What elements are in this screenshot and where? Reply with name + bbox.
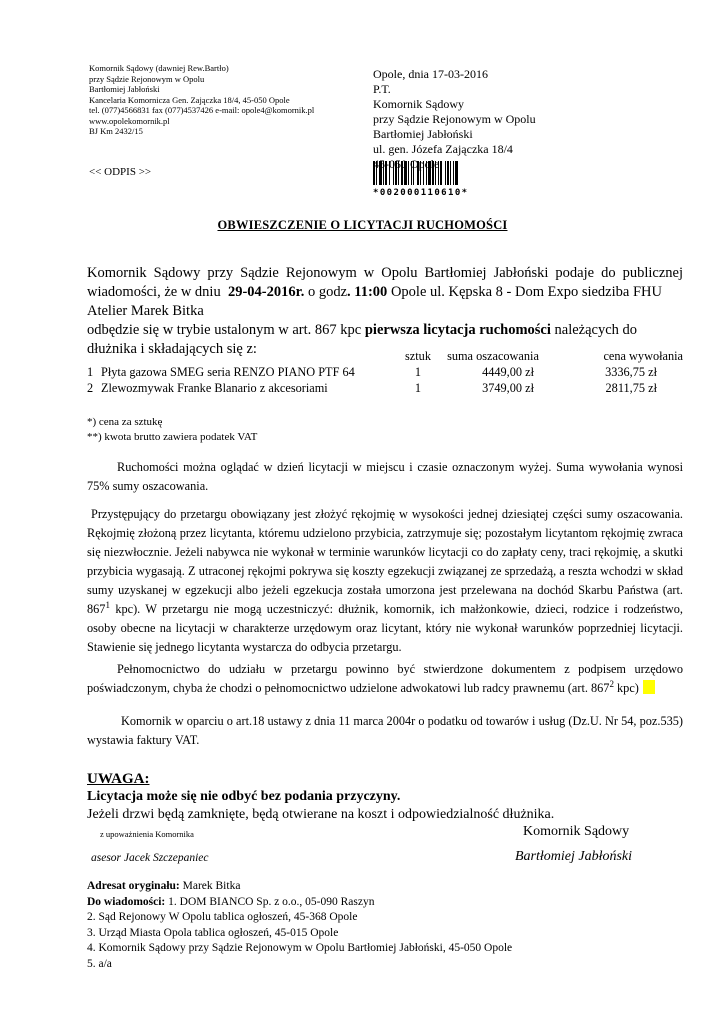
- recipient-line: Bartłomiej Jabłoński: [373, 127, 473, 141]
- barcode-bar: [404, 161, 407, 185]
- paragraph-vat: Komornik w oparciu o art.18 ustawy z dnia 11 marca 2004r o podatku od towarów i usług (Dz.U. Nr 54, poz.535) wystawia faktury VAT.: [87, 714, 683, 747]
- sender-line: Bartłomiej Jabłoński: [89, 84, 160, 94]
- paragraph-power-of-attorney: [87, 660, 683, 698]
- odpis-label: << ODPIS >>: [89, 166, 152, 178]
- footnote: **) kwota brutto zawiera podatek VAT: [87, 431, 258, 443]
- row-value: 4449,00 zł: [482, 365, 534, 379]
- barcode-bar: [393, 161, 394, 185]
- row-name: Płyta gazowa SMEG seria RENZO PIANO PTF 64: [101, 365, 355, 379]
- footnote: *) cena za sztukę: [87, 416, 163, 428]
- intro-text: należących do: [550, 322, 638, 338]
- cc-label: Do wiadomości:: [87, 895, 166, 908]
- deposit-text: Przystępujący do przetargu obowiązany jest złożyć rękojmię w wysokości jednej dziesiątej części sumy oszacowania. Rękojmię złożoną przez licytanta, któremu udzielono przybicia, zatrzymuje się; pozostałym licytantom rękojmię zwraca się niezwłocznie. Jeżeli nabywca nie wykonał w terminie warunków licytacji co do zapłaty ceny, traci rękojmię, a skutki przybicia wygasają. Z utraconej rękojmi pokrywa się koszty egzekucji związanej ze sprzedażą, a reszta wchodzi w skład sumy uzyskanej w egzekucji albo jeżeli egzekucja została umorzona jest przelewana na dochód Skarbu Państwa (art. 867: [87, 507, 683, 616]
- barcode-bar: [413, 161, 414, 185]
- items-table: [87, 348, 687, 396]
- addressees: [87, 879, 512, 972]
- deposit-text: kpc). W przetargu nie mogą uczestniczyć: dłużnik, komornik, ich małżonkowie, dzieci, rodzice i rodzeństwo, osoby obecne na licytacji w charakterze urzędowym oraz licytant, który nie wykonał warunków poprzedniej licytacji. Stawienie się jednego licytanta wystarcza do odbycia przetargu.: [87, 602, 683, 654]
- auction-location: Opole ul. Kępska 8 - Dom Expo siedziba FHU: [387, 284, 662, 300]
- intro-text: o godz: [304, 284, 348, 300]
- recipient-line: Komornik Sądowy: [373, 97, 464, 111]
- poa-text: kpc): [617, 681, 639, 695]
- sender-line: przy Sądzie Rejonowym w Opolu: [89, 73, 205, 84]
- barcode-bar: [450, 161, 451, 185]
- table-row: [87, 380, 687, 396]
- superscript: 2: [609, 679, 614, 689]
- sender-line: www.opolekomornik.pl: [89, 115, 170, 126]
- cc-item: 1. DOM BIANCO Sp. z o.o., 05-090 Raszyn: [165, 895, 375, 908]
- barcode-bar: [440, 161, 442, 185]
- header-qty: sztuk: [405, 349, 431, 363]
- auction-type: pierwsza licytacja ruchomości: [364, 322, 551, 338]
- barcode-bar: [395, 161, 397, 185]
- original-addressee: [87, 879, 512, 895]
- barcode-bar: [385, 161, 387, 185]
- table-header: [87, 348, 687, 364]
- barcode-bar: [423, 161, 424, 185]
- barcode-bar: [379, 161, 382, 185]
- barcode-bar: [408, 161, 409, 185]
- warning-heading: UWAGA:: [87, 771, 150, 787]
- barcode-bar: [447, 161, 449, 185]
- barcode-bar: [398, 161, 399, 185]
- poa-text: Pełnomocnictwo do udziału w przetargu powinno być stwierdzone dokumentem z podpisem urzędowo poświadczonym, chyba że chodzi o pełnomocnictwo udzielone adwokatowi lub radcy prawnemu (art. 867: [87, 662, 683, 695]
- warning-block: [87, 770, 687, 824]
- barcode-bar: [420, 161, 421, 185]
- warning-line-2: Jeżeli drzwi będą zamknięte, będą otwierane na koszt i odpowiedzialność dłużnika.: [87, 807, 555, 822]
- barcode: [373, 161, 501, 198]
- intro-text: wiadomości, że w dniu: [87, 284, 228, 300]
- barcode-bar: [435, 161, 436, 185]
- header-price: cena wywołania: [603, 349, 683, 363]
- signature-right-name: Bartłomiej Jabłoński: [515, 849, 633, 864]
- barcode-bar: [376, 161, 377, 185]
- barcode-bar: [453, 161, 454, 185]
- table-row: [87, 364, 687, 380]
- barcode-bar: [417, 161, 419, 185]
- sender-line: Kancelaria Komornicza Gen. Zajączka 18/4, 45-050 Opole: [89, 94, 290, 105]
- intro: [87, 264, 683, 359]
- barcode-bars: [373, 161, 501, 185]
- recipient-line: ul. gen. Józefa Zajączka 18/4: [373, 142, 513, 156]
- recipient-block: [373, 67, 623, 172]
- barcode-bar: [428, 161, 431, 185]
- auction-date: 29-04-2016r.: [227, 284, 305, 300]
- intro-line-4: [87, 321, 683, 340]
- intro-line-3: Atelier Marek Bitka: [87, 303, 204, 319]
- barcode-bar: [373, 161, 375, 185]
- signature-left-name: asesor Jacek Szczepaniec: [91, 852, 209, 864]
- cc-item: 2. Sąd Rejonowy W Opolu tablica ogłoszeń, 45-368 Opole: [87, 911, 358, 923]
- barcode-bar: [401, 161, 403, 185]
- row-qty: 1: [414, 381, 422, 395]
- barcode-bar: [383, 161, 384, 185]
- row-price: 3336,75 zł: [605, 365, 657, 379]
- row-value: 3749,00 zł: [482, 381, 534, 395]
- original-label: Adresat oryginału:: [87, 880, 180, 892]
- row-price: 2811,75 zł: [605, 381, 657, 395]
- place-date: Opole, dnia 17-03-2016: [373, 67, 488, 81]
- warning-line-1: Licytacja może się nie odbyć bez podania przyczyny.: [87, 789, 401, 804]
- intro-text: odbędzie się w trybie ustalonym w art. 867 kpc: [87, 322, 365, 338]
- highlight-mark: [643, 680, 655, 694]
- cc-item: 3. Urząd Miasta Opola tablica ogłoszeń, 45-015 Opole: [87, 926, 339, 939]
- barcode-bar: [438, 161, 439, 185]
- recipient-line: Opole: [409, 157, 440, 171]
- barcode-bar: [426, 161, 427, 185]
- recipient-line: P.T.: [373, 82, 391, 96]
- cc-item: 5. a/a: [87, 957, 112, 970]
- sender-line: tel. (077)4566831 fax (077)4537426 e-mail: opole4@komornik.pl: [89, 105, 315, 115]
- sender-block: [89, 63, 349, 137]
- header-value: suma oszacowania: [447, 349, 539, 363]
- paragraph-viewing: Ruchomości można oglądać w dzień licytacji w miejscu i czasie oznaczonym wyżej. Suma wywołania wynosi 75% sumy oszacowania.: [87, 460, 683, 493]
- intro-line-2: [87, 283, 683, 302]
- signature-right-title: Komornik Sądowy: [523, 824, 630, 839]
- sender-line: Komornik Sądowy (dawniej Rew.Bartło): [89, 63, 229, 73]
- barcode-bar: [389, 161, 390, 185]
- barcode-text: *002000110610*: [373, 188, 469, 198]
- footnotes: [87, 415, 257, 445]
- row-qty: 1: [414, 365, 422, 379]
- barcode-bar: [455, 161, 458, 185]
- barcode-bar: [411, 161, 412, 185]
- row-no: 2: [87, 381, 94, 395]
- cc-line: [87, 895, 512, 911]
- barcode-bar: [432, 161, 434, 185]
- intro-line-1: Komornik Sądowy przy Sądzie Rejonowym w Opolu Bartłomiej Jabłoński podaje do publicznej: [87, 265, 683, 281]
- document-title: OBWIESZCZENIE O LICYTACJI RUCHOMOŚCI: [217, 218, 508, 232]
- barcode-bar: [445, 161, 446, 185]
- row-no: 1: [87, 365, 94, 379]
- recipient-line: przy Sądzie Rejonowym w Opolu: [373, 112, 536, 126]
- intro-line-5: dłużnika i składających się z:: [87, 341, 257, 357]
- paragraph-deposit: [87, 505, 683, 657]
- cc-item: 4. Komornik Sądowy przy Sądzie Rejonowym w Opolu Bartłomiej Jabłoński, 45-050 Opole: [87, 942, 513, 954]
- authorization-note: z upoważnienia Komornika: [100, 829, 194, 839]
- original-value: Marek Bitka: [179, 880, 241, 892]
- superscript: 1: [105, 600, 110, 610]
- case-number: BJ Km 2432/15: [89, 126, 143, 136]
- row-name: Zlewozmywak Franke Blanario z akcesoriami: [101, 381, 328, 395]
- auction-time: . 11:00: [347, 284, 388, 300]
